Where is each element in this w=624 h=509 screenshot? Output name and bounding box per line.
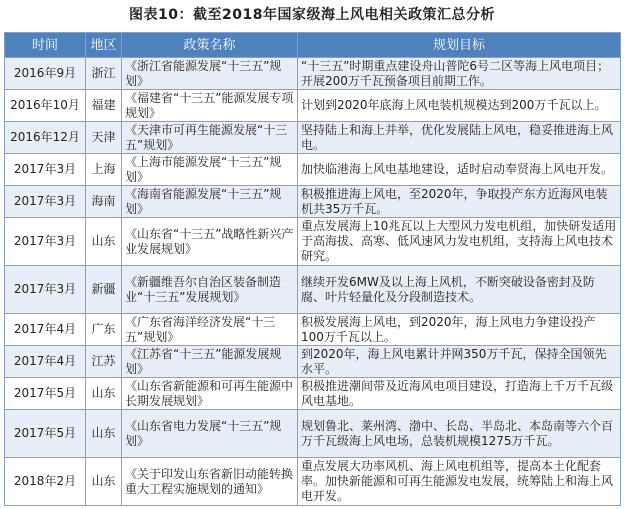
cell-region: 上海 xyxy=(86,154,122,186)
cell-goal: 积极推进潮间带及近海风电项目建设，打造海上千万千瓦级风电基地。 xyxy=(298,378,621,410)
table-row xyxy=(5,346,621,378)
cell-policy-name: 《关于印发山东省新旧动能转换重大工程实施规划的通知》 xyxy=(122,458,298,506)
cell-goal: 计划到2020年底海上风电装机规模达到200万千瓦以上。 xyxy=(298,90,621,122)
header-goal: 规划目标 xyxy=(298,33,621,58)
cell-goal: 重点发展大功率风机、海上风电机组等，提高本土化配套率。加快新能源和可再生能源发电发展，统筹陆上和海上风电开发。 xyxy=(298,458,621,506)
cell-policy-name: 《山东省新能源和可再生能源中长期发展规划》 xyxy=(122,378,298,410)
header-policy: 政策名称 xyxy=(122,33,298,58)
cell-goal: 积极推进海上风电，至2020年，争取投产东方近海风电装机共35万千瓦。 xyxy=(298,186,621,218)
cell-goal: 重点发展海上10兆瓦以上大型风力发电机组，加快研发适用于高海拔、高寒、低风速风力发电机组，支持海上风电技术研究。 xyxy=(298,218,621,266)
cell-region: 山东 xyxy=(86,218,122,266)
cell-policy-name: 《新疆维吾尔自治区装备制造业“十三五”发展规划》 xyxy=(122,266,298,314)
table-row xyxy=(5,90,621,122)
cell-goal: 到2020年，海上风电累计并网350万千瓦，保持全国领先水平。 xyxy=(298,346,621,378)
cell-policy-name: 《上海市能源发展“十三五”规划》 xyxy=(122,154,298,186)
table-row xyxy=(5,458,621,506)
cell-time: 2017年4月 xyxy=(5,346,86,378)
cell-goal: “十三五”时期重点建设舟山普陀6号二区等海上风电项目；开展200万千瓦预备项目前期工作。 xyxy=(298,58,621,90)
cell-region: 山东 xyxy=(86,458,122,506)
table-row xyxy=(5,266,621,314)
cell-region: 江苏 xyxy=(86,346,122,378)
table-row xyxy=(5,186,621,218)
cell-policy-name: 《江苏省“十三五”能源发展规划》 xyxy=(122,346,298,378)
cell-goal: 规划鲁北、莱州湾、渤中、长岛、半岛北、本岛南等六个百万千瓦级海上风电场，总装机规模1275万千瓦。 xyxy=(298,410,621,458)
table-row xyxy=(5,154,621,186)
table-body xyxy=(5,58,621,506)
cell-goal: 坚持陆上和海上并举，优化发展陆上风电，稳妥推进海上风电。 xyxy=(298,122,621,154)
cell-region: 新疆 xyxy=(86,266,122,314)
cell-policy-name: 《山东省电力发展“十三五”规划》 xyxy=(122,410,298,458)
cell-time: 2016年12月 xyxy=(5,122,86,154)
cell-region: 山东 xyxy=(86,378,122,410)
table-row xyxy=(5,218,621,266)
cell-policy-name: 《天津市可再生能源发展“十三五”规划》 xyxy=(122,122,298,154)
cell-time: 2017年5月 xyxy=(5,410,86,458)
cell-time: 2017年3月 xyxy=(5,154,86,186)
cell-policy-name: 《广东省海洋经济发展“十三五”规划》 xyxy=(122,314,298,346)
table-row xyxy=(5,314,621,346)
figure-title: 图表10：截至2018年国家级海上风电相关政策汇总分析 xyxy=(129,7,495,23)
policy-table xyxy=(4,32,621,506)
cell-goal: 加快临港海上风电基地建设，适时启动奉贤海上风电开发。 xyxy=(298,154,621,186)
cell-time: 2017年3月 xyxy=(5,186,86,218)
cell-policy-name: 《海南省能源发展“十三五”规划》 xyxy=(122,186,298,218)
header-time: 时间 xyxy=(5,33,86,58)
cell-goal: 继续开发6MW及以上海上风机，不断突破设备密封及防腐、叶片轻量化及分段制造技术。 xyxy=(298,266,621,314)
table-row xyxy=(5,410,621,458)
header-region: 地区 xyxy=(86,33,122,58)
cell-time: 2017年4月 xyxy=(5,314,86,346)
cell-time: 2017年5月 xyxy=(5,378,86,410)
cell-time: 2017年3月 xyxy=(5,218,86,266)
cell-region: 浙江 xyxy=(86,58,122,90)
cell-time: 2016年9月 xyxy=(5,58,86,90)
cell-policy-name: 《福建省“十三五”能源发展专项规划》 xyxy=(122,90,298,122)
cell-region: 海南 xyxy=(86,186,122,218)
cell-region: 天津 xyxy=(86,122,122,154)
cell-region: 广东 xyxy=(86,314,122,346)
cell-goal: 积极发展海上风电，到2020年，海上风电力争建设投产100万千瓦以上。 xyxy=(298,314,621,346)
cell-policy-name: 《浙江省能源发展“十三五”规划》 xyxy=(122,58,298,90)
cell-region: 福建 xyxy=(86,90,122,122)
table-row xyxy=(5,58,621,90)
table-row xyxy=(5,378,621,410)
cell-policy-name: 《山东省“十三五”战略性新兴产业发展规划》 xyxy=(122,218,298,266)
cell-region: 山东 xyxy=(86,410,122,458)
table-header-row xyxy=(5,33,621,58)
cell-time: 2016年10月 xyxy=(5,90,86,122)
cell-time: 2017年3月 xyxy=(5,266,86,314)
cell-time: 2018年2月 xyxy=(5,458,86,506)
table-row xyxy=(5,122,621,154)
